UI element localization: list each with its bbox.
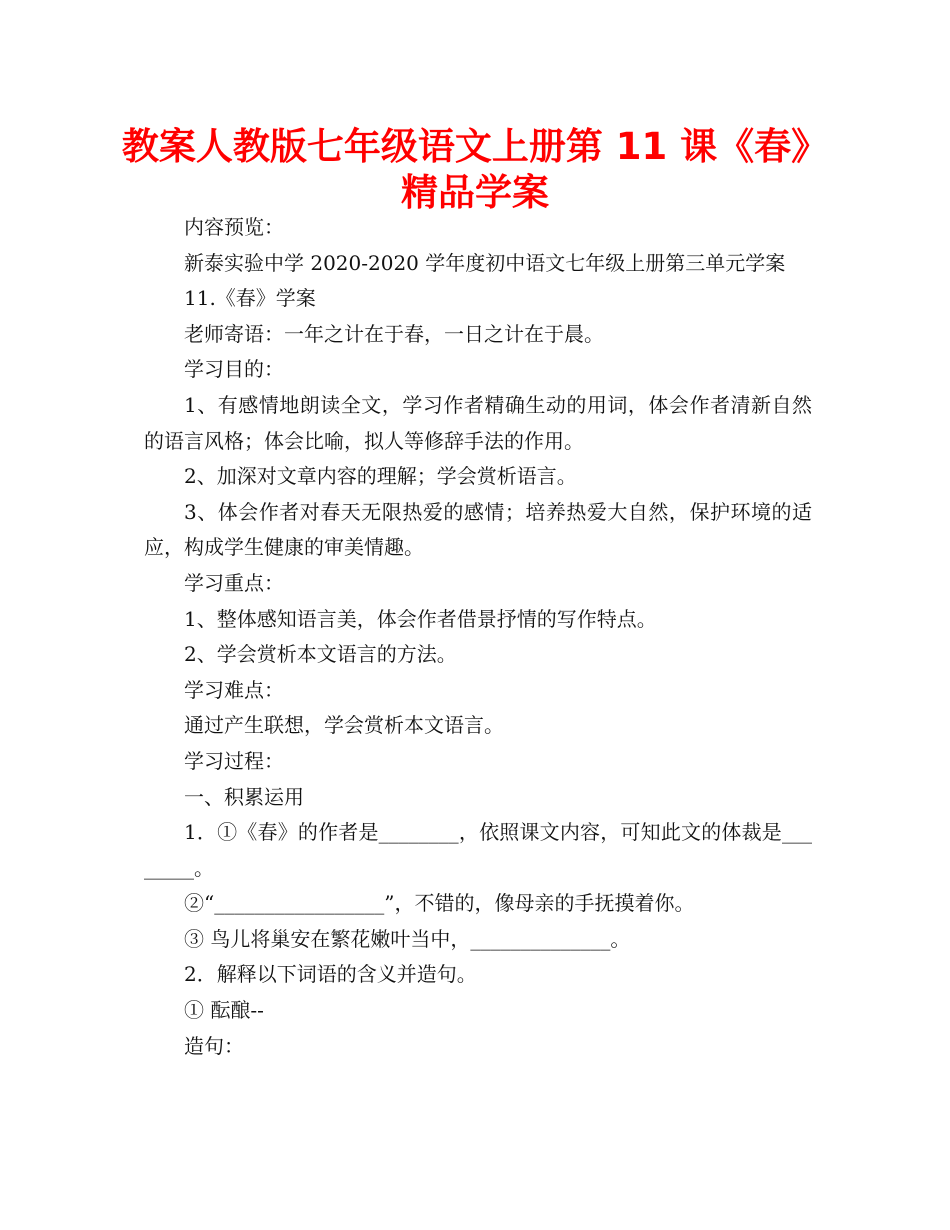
paragraph-goal-2: 2、加深对文章内容的理解；学会赏析语言。	[184, 464, 577, 489]
heading-learning-process: 学习过程：	[184, 748, 284, 773]
exercise-1-fill-blank: 1．①《春》的作者是________，依照课文内容，可知此文的体裁是________。	[144, 820, 812, 880]
exercise-2-sentence-label: 造句：	[184, 1033, 244, 1058]
paragraph-goal-3: 3、体会作者对春天无限热爱的感情；培养热爱大自然，保护环境的适应，构成学生健康的审美情趣。	[144, 499, 812, 560]
exercise-1-item-3: ③ 鸟儿将巢安在繁花嫩叶当中，______________。	[184, 926, 631, 951]
paragraph-key-point-2: 2、学会赏析本文语言的方法。	[184, 642, 457, 667]
paragraph-preview-label: 内容预览：	[184, 215, 284, 239]
document-body	[144, 210, 812, 1064]
heading-learning-goals: 学习目的：	[184, 357, 284, 382]
document-title-line-2: 精品学案	[401, 171, 549, 214]
exercise-2-item-1: ① 酝酿--	[184, 998, 264, 1023]
paragraph-teacher-message: 老师寄语：一年之计在于春，一日之计在于晨。	[184, 321, 604, 346]
heading-key-points: 学习重点：	[184, 570, 284, 595]
paragraph-difficulty-1: 通过产生联想，学会赏析本文语言。	[184, 713, 504, 738]
document-title-line-1: 教案人教版七年级语文上册第 11 课《春》	[121, 125, 829, 168]
heading-difficulties: 学习难点：	[184, 677, 284, 702]
paragraph-key-point-1: 1、整体感知语言美，体会作者借景抒情的写作特点。	[184, 606, 657, 631]
heading-section-one: 一、积累运用	[184, 784, 304, 809]
paragraph-school-unit: 新泰实验中学 2020-2020 学年度初中语文七年级上册第三单元学案	[184, 250, 786, 275]
paragraph-goal-1: 1、有感情地朗读全文，学习作者精确生动的用词，体会作者清新自然的语言风格；体会比喻，拟人等修辞手法的作用。	[144, 392, 812, 453]
paragraph-lesson-title: 11.《春》学案	[184, 286, 316, 311]
exercise-2-prompt: 2．解释以下词语的含义并造句。	[184, 962, 477, 987]
exercise-1-item-2: ②“_________________”，不错的，像母亲的手抚摸着你。	[184, 891, 695, 916]
